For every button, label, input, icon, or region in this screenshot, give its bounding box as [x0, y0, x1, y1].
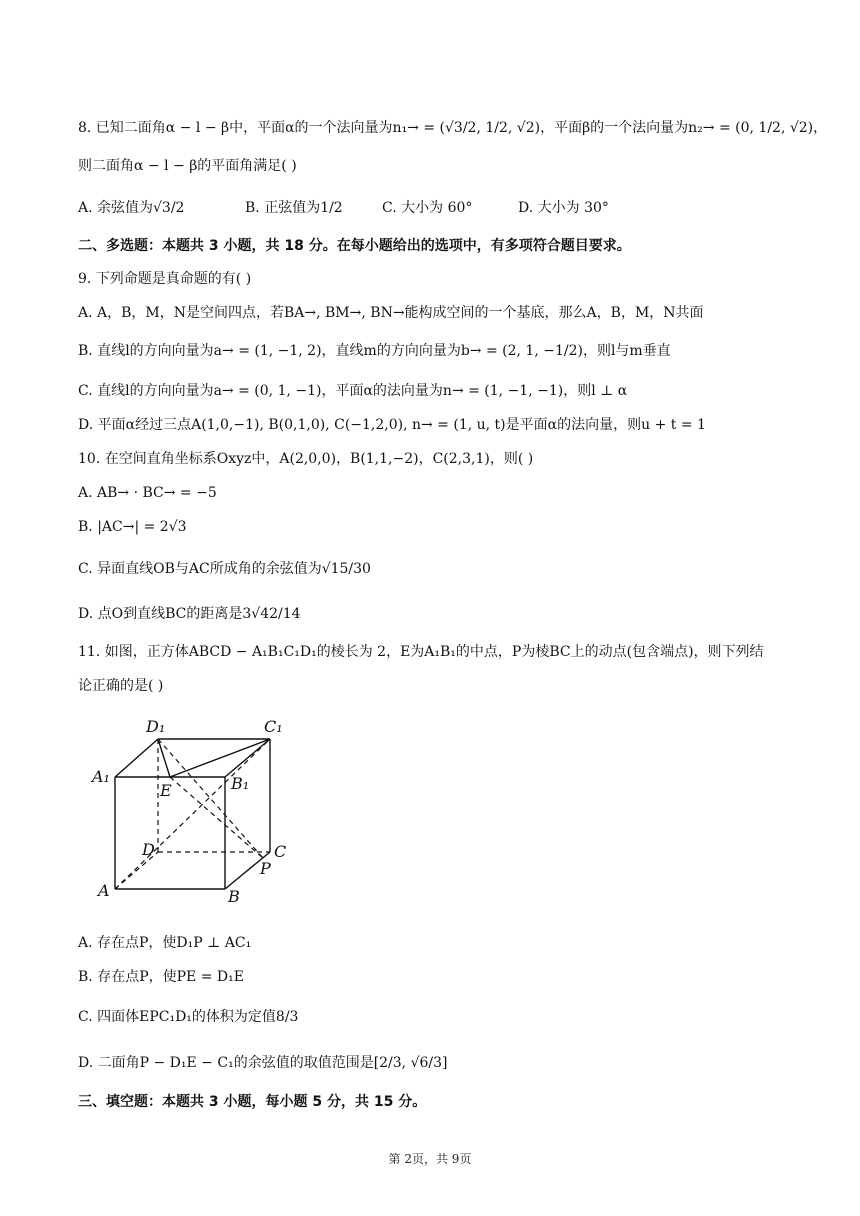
edge-a1-d1: [115, 739, 158, 777]
q9-option-b: B. 直线l的方向向量为a→ = (1, −1, 2)，直线m的方向向量为b→ = (2, 1, −1/2)，则l与m垂直: [78, 343, 671, 359]
q8-option-a: A. 余弦值为√3/2: [78, 200, 185, 216]
q8-option-b: B. 正弦值为1/2: [245, 200, 343, 216]
diagonal-a-c1: [115, 739, 270, 889]
q10-option-a: A. AB→ · BC→ = −5: [78, 485, 217, 501]
q10-option-b: B. |AC→| = 2√3: [78, 519, 187, 535]
q8-option-c: C. 大小为 60°: [382, 200, 473, 216]
label-a1: A₁: [92, 767, 110, 786]
label-c: C: [274, 842, 287, 861]
q10-option-c: C. 异面直线OB与AC所成角的余弦值为√15/30: [78, 561, 371, 577]
q9-option-c: C. 直线l的方向向量为a→ = (0, 1, −1)，平面α的法向量为n→ = (1, −1, −1)，则l ⊥ α: [78, 383, 628, 399]
q10-stem: 10. 在空间直角坐标系Oxyz中，A(2,0,0)，B(1,1,−2)，C(2,3,1)，则( ): [78, 451, 534, 467]
label-p: P: [260, 859, 271, 878]
cube-diagram: [88, 712, 303, 907]
q11-option-b: B. 存在点P，使PE = D₁E: [78, 969, 244, 985]
q9-option-d: D. 平面α经过三点A(1,0,−1), B(0,1,0), C(−1,2,0), n→ = (1, u, t)是平面α的法向量，则u + t = 1: [78, 417, 706, 433]
segment-e-c1: [170, 739, 270, 777]
label-d: D: [142, 840, 155, 859]
label-e: E: [160, 781, 172, 800]
segment-d1-p: [158, 739, 263, 858]
cube-figure: [88, 712, 303, 907]
q11-option-a: A. 存在点P，使D₁P ⊥ AC₁: [78, 935, 252, 951]
label-b1: B₁: [231, 774, 250, 793]
q8-stem-line1: 8. 已知二面角α − l − β中，平面α的一个法向量为n₁→ = (√3/2, 1/2, √2)，平面β的一个法向量为n₂→ = (0, 1/2, √2)，: [78, 120, 828, 136]
q11-option-d: D. 二面角P − D₁E − C₁的余弦值的取值范围是[2/3, √6/3]: [78, 1055, 448, 1071]
section-heading-fill-in: 三、填空题：本题共 3 小题，每小题 5 分，共 15 分。: [78, 1094, 427, 1110]
q11-option-c: C. 四面体EPC₁D₁的体积为定值8/3: [78, 1009, 299, 1025]
section-heading-multiple-choice: 二、多选题：本题共 3 小题，共 18 分。在每小题给出的选项中，有多项符合题目要求。: [78, 238, 631, 254]
label-b: B: [228, 887, 240, 906]
q8-option-d: D. 大小为 30°: [518, 200, 609, 216]
q10-option-d: D. 点O到直线BC的距离是3√42/14: [78, 606, 301, 622]
edge-b1-c1: [225, 739, 270, 777]
label-d1: D₁: [146, 717, 166, 736]
label-a: A: [98, 881, 110, 900]
q11-stem-line2: 论正确的是( ): [78, 678, 164, 694]
segment-d1-e: [158, 739, 170, 777]
q9-option-a: A. A，B，M，N是空间四点，若BA→, BM→, BN→能构成空间的一个基底，那么A，B，M，N共面: [78, 305, 704, 321]
label-c1: C₁: [264, 717, 283, 736]
q11-stem-line1: 11. 如图，正方体ABCD − A₁B₁C₁D₁的棱长为 2，E为A₁B₁的中点，P为棱BC上的动点(包含端点)，则下列结: [78, 644, 764, 660]
q9-stem: 9. 下列命题是真命题的有( ): [78, 271, 252, 287]
page-footer: 第 2页，共 9页: [388, 1152, 472, 1166]
q8-stem-line2: 则二面角α − l − β的平面角满足( ): [78, 158, 297, 174]
